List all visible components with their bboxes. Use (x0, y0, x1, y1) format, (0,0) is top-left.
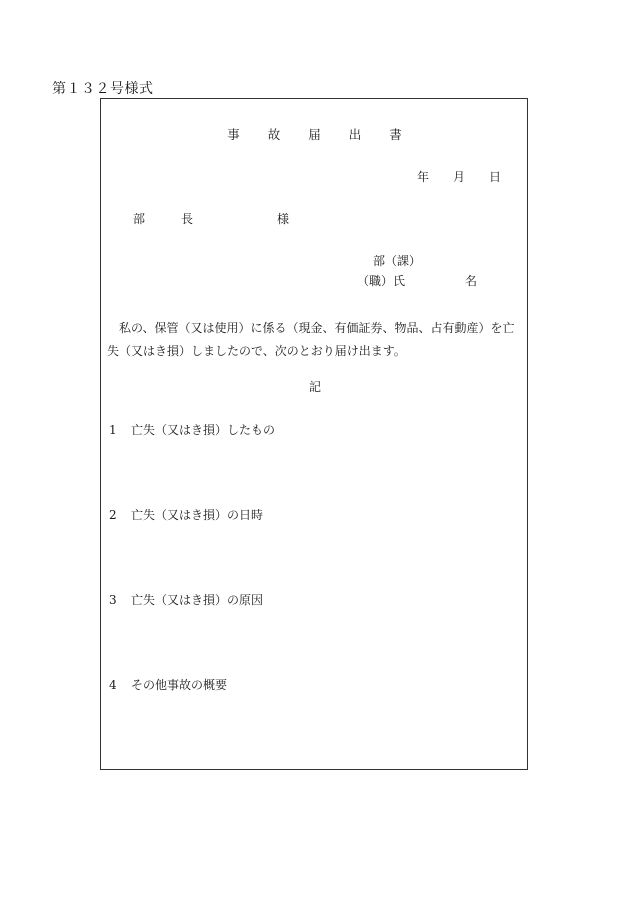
item-number: 1 (109, 423, 117, 437)
form-number: 第１３２号様式 (52, 81, 154, 97)
item-label: 亡失（又はき損）の原因 (131, 593, 264, 607)
item-number: 4 (109, 678, 117, 692)
item-date-time (109, 509, 263, 521)
report-form-frame (100, 98, 528, 770)
item-number: 3 (109, 593, 117, 607)
statement-line-1: 私の、保管（又は使用）に係る（現金、有価証券、物品、占有動産）を亡 (119, 321, 515, 335)
date-line: 年 月 日 (416, 170, 501, 184)
item-number: 2 (109, 508, 117, 522)
item-lost-item (109, 424, 275, 436)
form-title: 事 故 届 出 書 (227, 127, 403, 142)
item-other-summary (109, 679, 227, 691)
item-label: 亡失（又はき損）したもの (131, 423, 276, 437)
addressee-line: 部 長 様 (133, 212, 290, 226)
statement-line-2: 失（又はき損）しましたので、次のとおり届け出ます。 (107, 344, 406, 358)
ki-heading: 記 (308, 380, 321, 394)
item-cause (109, 594, 263, 606)
item-label: 亡失（又はき損）の日時 (131, 508, 264, 522)
item-label: その他事故の概要 (131, 678, 228, 692)
department-line: 部（課） (373, 254, 422, 268)
report-statement (107, 317, 517, 363)
name-line: （職）氏 名 (357, 274, 478, 288)
